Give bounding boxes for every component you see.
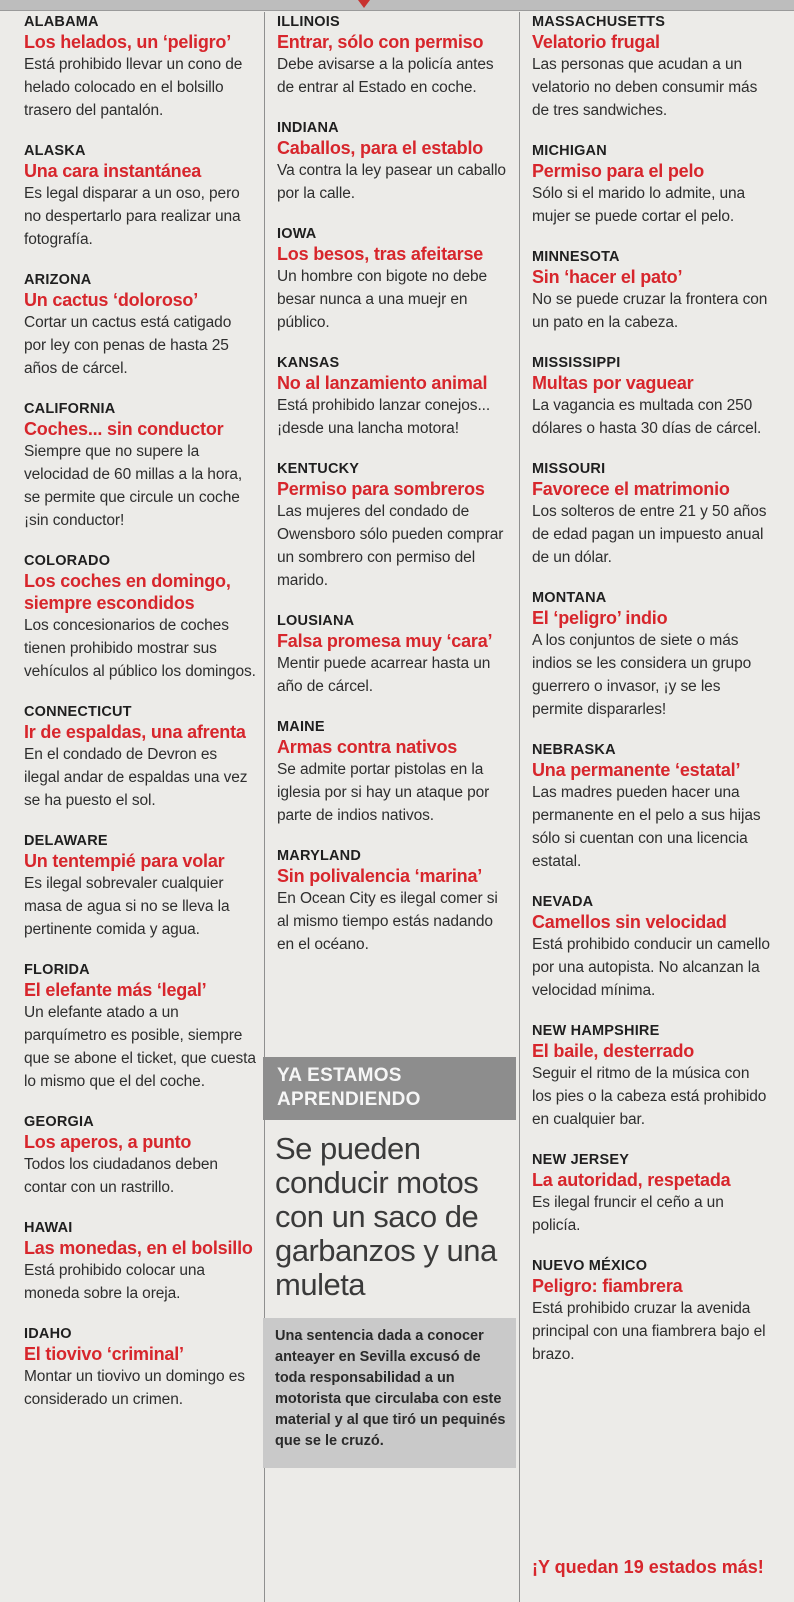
state-name: CALIFORNIA [24,401,116,417]
law-text: Montar un tiovivo un domingo es considerado un crimen. [24,1368,245,1408]
law-entry [532,14,772,122]
law-entry [277,14,511,99]
state-name: KENTUCKY [277,461,360,477]
state-name: MISSOURI [532,461,606,477]
law-text: Sólo si el marido lo admite, una mujer se puede cortar el pelo. [532,185,746,225]
law-headline: Caballos, para el establo [277,138,484,158]
box-label: YA ESTAMOS APRENDIENDO [263,1057,516,1120]
law-headline: Coches... sin conductor [24,419,224,439]
law-text: Siempre que no supere la velocidad de 60 millas a la hora, se permite que circule un coche ¡sin conductor! [24,443,243,529]
law-text: Va contra la ley pasear un caballo por la calle. [277,162,506,202]
law-headline: Un tentempié para volar [24,851,225,871]
law-text: Es ilegal sobrevaler cualquier masa de agua si no se lleva la pertinente comida y agua. [24,875,230,938]
law-text: A los conjuntos de siete o más indios se les considera un grupo guerrero o invasor, ¡y se les permite dispararles! [532,632,752,718]
law-text: Los solteros de entre 21 y 50 años de edad pagan un impuesto anual de un dólar. [532,503,767,566]
law-headline: La autoridad, respetada [532,1170,731,1190]
law-headline: Los besos, tras afeitarse [277,244,484,264]
law-headline: Favorece el matrimonio [532,479,730,499]
state-name: ILLINOIS [277,14,340,30]
law-headline: Falsa promesa muy ‘cara’ [277,631,493,651]
law-entry [277,719,511,827]
state-name: MISSISSIPPI [532,355,621,371]
column-1 [24,14,256,1432]
law-headline: Entrar, sólo con permiso [277,32,484,52]
column-2 [277,14,511,977]
law-headline: Sin polivalencia ‘marina’ [277,866,483,886]
state-name: MINNESOTA [532,249,620,265]
law-entry [532,1258,772,1366]
state-name: KANSAS [277,355,340,371]
law-headline: El elefante más ‘legal’ [24,980,207,1000]
law-entry [24,962,256,1093]
law-entry [277,355,511,440]
law-headline: Una cara instantánea [24,161,202,181]
law-text: Los concesionarios de coches tienen prohibido mostrar sus vehículos al público los domingos. [24,617,256,680]
law-headline: El ‘peligro’ indio [532,608,668,628]
law-headline: Un cactus ‘doloroso’ [24,290,199,310]
law-headline: Peligro: fiambrera [532,1276,683,1296]
law-entry [277,848,511,956]
law-entry [24,401,256,532]
law-headline: Armas contra nativos [277,737,458,757]
box-summary: Una sentencia dada a conocer anteayer en Sevilla excusó de toda responsabilidad a un motorista que circulaba con este material y al que tiró un pequinés que se le cruzó. [263,1318,516,1468]
top-bar [0,0,794,11]
law-headline: Camellos sin velocidad [532,912,727,932]
law-headline: Permiso para sombreros [277,479,485,499]
column-3 [532,14,772,1387]
state-name: NUEVO MÉXICO [532,1258,648,1274]
sidebar-box [263,1057,516,1468]
law-text: Está prohibido cruzar la avenida principal con una fiambrera bajo el brazo. [532,1300,766,1363]
law-headline: Permiso para el pelo [532,161,705,181]
column-divider [519,12,520,1602]
state-name: INDIANA [277,120,339,136]
law-entry [24,553,256,683]
state-name: ALASKA [24,143,86,159]
law-entry [532,742,772,873]
law-entry [532,355,772,440]
state-name: ALABAMA [24,14,99,30]
law-headline: Velatorio frugal [532,32,660,52]
law-entry [532,1152,772,1237]
law-entry [24,833,256,941]
law-entry [24,272,256,380]
law-entry [277,120,511,205]
law-text: Las mujeres del condado de Owensboro sólo pueden comprar un sombrero con permiso del marido. [277,503,504,589]
law-entry [277,461,511,592]
law-headline: Los helados, un ‘peligro’ [24,32,232,52]
law-entry [532,590,772,721]
law-text: Las madres pueden hacer una permanente en el pelo a sus hijas sólo si cuentan con una licencia estatal. [532,784,761,870]
law-entry [277,613,511,698]
law-text: Debe avisarse a la policía antes de entrar al Estado en coche. [277,56,494,96]
state-name: HAWAI [24,1220,73,1236]
state-name: MONTANA [532,590,607,606]
state-name: MICHIGAN [532,143,607,159]
law-text: Es legal disparar a un oso, pero no despertarlo para realizar una fotografía. [24,185,241,248]
state-name: ARIZONA [24,272,92,288]
law-text: Cortar un cactus está catigado por ley con penas de hasta 25 años de cárcel. [24,314,232,377]
law-headline: Multas por vaguear [532,373,694,393]
state-name: MARYLAND [277,848,362,864]
law-headline: El tiovivo ‘criminal’ [24,1344,184,1364]
law-headline: Ir de espaldas, una afrenta [24,722,246,742]
law-text: Está prohibido llevar un cono de helado colocado en el bolsillo trasero del pantalón. [24,56,243,119]
state-name: GEORGIA [24,1114,94,1130]
law-headline: Una permanente ‘estatal’ [532,760,741,780]
law-headline: Sin ‘hacer el pato’ [532,267,683,287]
law-text: Seguir el ritmo de la música con los pies o la cabeza está prohibido en cualquier bar. [532,1065,767,1128]
law-headline: No al lanzamiento animal [277,373,488,393]
law-text: Un hombre con bigote no debe besar nunca a una muejr en público. [277,268,488,331]
law-entry [532,249,772,334]
law-entry [277,226,511,334]
law-text: Se admite portar pistolas en la iglesia por si hay un ataque por parte de indios nativos. [277,761,490,824]
law-headline: Las monedas, en el bolsillo [24,1238,253,1258]
law-text: En Ocean City es ilegal comer si al mismo tiempo estás nadando en el océano. [277,890,498,953]
state-name: FLORIDA [24,962,90,978]
law-text: En el condado de Devron es ilegal andar de espaldas una vez se ha puesto el sol. [24,746,248,809]
state-name: IDAHO [24,1326,72,1342]
state-name: DELAWARE [24,833,108,849]
law-entry [532,143,772,228]
top-marker-icon [358,0,370,8]
law-text: Está prohibido colocar una moneda sobre la oreja. [24,1262,205,1302]
law-text: Las personas que acudan a un velatorio no deben consumir más de tres sandwiches. [532,56,758,119]
state-name: NEBRASKA [532,742,616,758]
law-entry [24,1220,256,1305]
law-entry [24,1326,256,1411]
state-name: NEW HAMPSHIRE [532,1023,660,1039]
law-entry [24,1114,256,1199]
law-text: Mentir puede acarrear hasta un año de cárcel. [277,655,491,695]
state-name: LOUSIANA [277,613,355,629]
state-name: CONNECTICUT [24,704,132,720]
law-text: La vagancia es multada con 250 dólares o hasta 30 días de cárcel. [532,397,762,437]
state-name: MASSACHUSETTS [532,14,666,30]
state-name: IOWA [277,226,317,242]
state-name: NEW JERSEY [532,1152,630,1168]
law-entry [532,1023,772,1131]
law-headline: Los aperos, a punto [24,1132,192,1152]
closing-line: ¡Y quedan 19 estados más! [532,1557,764,1577]
state-name: COLORADO [24,553,111,569]
box-headline: Se pueden conducir motos con un saco de garbanzos y una muleta [275,1131,497,1302]
law-entry [24,704,256,812]
law-text: Está prohibido lanzar conejos... ¡desde una lancha motora! [277,397,491,437]
law-text: Un elefante atado a un parquímetro es posible, siempre que se abone el ticket, que cuesta lo mismo que el del coche. [24,1004,256,1090]
law-entry [24,14,256,122]
law-headline: Los coches en domingo, siempre escondidos [24,571,231,613]
law-entry [532,894,772,1002]
law-text: No se puede cruzar la frontera con un pato en la cabeza. [532,291,768,331]
law-headline: El baile, desterrado [532,1041,695,1061]
law-text: Es ilegal fruncir el ceño a un policía. [532,1194,724,1234]
state-name: NEVADA [532,894,594,910]
law-entry [532,461,772,569]
law-entry [24,143,256,251]
law-text: Todos los ciudadanos deben contar con un rastrillo. [24,1156,218,1196]
law-text: Está prohibido conducir un camello por una autopista. No alcanzan la velocidad mínima. [532,936,770,999]
state-name: MAINE [277,719,325,735]
